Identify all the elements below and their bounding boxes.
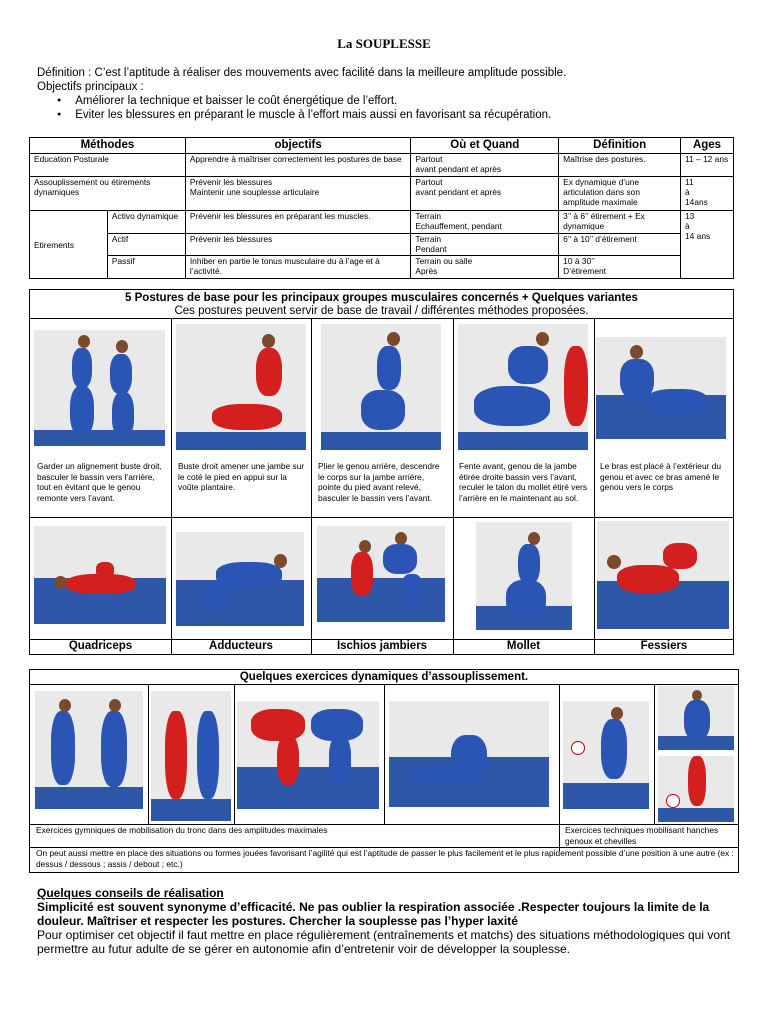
cell-definition: Maîtrise des postures. [559,154,681,177]
table-row [30,211,734,234]
conseils-text: Pour optimiser cet objectif il faut mettre en place régulièrement (entraînements et matchs) des situations méthodologiques qui vont permettre au futur adulte de se gérer en autonomie afin d’entretenir voir de développer la souplesse. [37,928,731,956]
header-ages: Ages [681,138,734,154]
photo-dynamic-juggle-top [658,686,734,750]
cell-ou: Terrain Pendant [411,234,559,256]
cell-objectifs: Inhiber en partie le tonus musculaire du à l’age et à l’activité. [185,256,411,279]
table-row [30,177,734,211]
label-mollet: Mollet [506,640,541,652]
conseils-title: Quelques conseils de réalisation [37,886,224,900]
methods-table [29,137,734,279]
cell-ages: 11 à 14ans [681,177,734,211]
posture-description: Garder un alignement buste droit, basculer le bassin vers l’arrière, tout en évitant que le genou remonte vers l’avant. [37,461,162,503]
intro [37,66,566,122]
photo-dynamic-kneeling [389,701,549,807]
photo-dynamic-arch [151,691,231,821]
table-header-row [30,138,734,154]
table-row [30,154,734,177]
cell-ages: 13 à 14 ans [681,211,734,279]
posture-description: Plier le genou arrière, descendre le corps sur la jambe arrière, pointe du pied avant relevé, basculer le bassin vers l’avant. [318,461,440,503]
label-quadriceps: Quadriceps [68,640,133,652]
label-adducteurs: Adducteurs [209,640,273,652]
objectifs-label: Objectifs principaux : [37,81,144,93]
photo-dynamic-bend-ball [237,701,379,809]
header-definition: Définition [559,138,681,154]
label-ischios-jambiers: Ischios jambiers [336,640,428,652]
posture-description: Le bras est placé à l’extérieur du genou et avec ce bras amené le genou vers le corps [600,461,722,493]
posture-description: Fente avant, genou de la jambe étirée droite bassin vers l’avant, reculer le talon du mollet étiré vers l’arrière en le maintenant au sol. [459,461,588,503]
cell-methode: Assouplissement ou étirements dynamiques [30,177,186,211]
cell-definition: Ex dynamique d’une articulation dans son amplitude maximale [559,177,681,211]
agility-note: On peut aussi mettre en place des situations ou formes jouées favorisant l’agilité qui est l’aptitude de passer le plus facilement et le plus rapidement possible d’une position à une autre (ex : dessus / dessous ; assis / debout ; etc.) [36,848,734,869]
photo-mollet-wall [476,522,572,630]
photo-dynamic-pair-ball [35,691,143,809]
header-ou-quand: Où et Quand [411,138,559,154]
cell-etirements: Etirements [30,211,108,279]
header-objectifs: objectifs [185,138,411,154]
bullet-item: ● Améliorer la technique et baisser le coût énergétique de l’effort. [37,94,566,108]
photo-quadriceps-pair [34,330,165,446]
photo-mollet-pair [458,324,588,450]
cell-etirement-type: Actif [107,234,185,256]
photo-ischios-partner [317,526,445,622]
cell-ou: Partout avant pendant et après [411,177,559,211]
postures-subtitle: Ces postures peuvent servir de base de travail / différentes méthodes proposées. [30,305,733,319]
photo-adducteurs-kneeling [176,532,304,626]
cell-etirement-type: Passif [107,256,185,279]
photo-fessiers-seated [596,337,726,439]
cell-objectifs: Prévenir les blessures [185,234,411,256]
label-fessiers: Fessiers [640,640,688,652]
dynamic-title: Quelques exercices dynamiques d’assouplissement. [30,670,738,685]
cell-ages: 11 – 12 ans [681,154,734,177]
caption-techniques: Exercices techniques mobilisant hanches genoux et chevilles [565,825,719,846]
conseils-section [37,886,737,956]
dynamic-exercises-section [29,669,739,873]
photo-quadriceps-lying [34,526,166,624]
photo-dynamic-juggle-bottom [658,756,734,822]
cell-etirement-type: Activo dynamique [107,211,185,234]
page-title: La SOUPLESSE [337,36,431,51]
cell-definition: 10 à 30’’ D’étirement [559,256,681,279]
header-methodes: Méthodes [30,138,186,154]
photo-ischios-standing [321,324,441,450]
table-row [30,234,734,256]
photo-fessiers-lying [597,521,729,629]
photo-dynamic-kick [563,701,649,809]
cell-objectifs: Apprendre à maîtriser correctement les postures de base [185,154,411,177]
postures-title: 5 Postures de base pour les principaux groupes musculaires concernés + Quelques variantes [125,292,638,304]
cell-ou: Terrain Echauffement, pendant [411,211,559,234]
posture-description: Buste droit amener une jambe sur le coté le pied en appui sur la voûte plantaire. [178,461,305,493]
caption-gymniques: Exercices gymniques de mobilisation du tronc dans des amplitudes maximales [36,825,328,835]
bullet-item: ● Eviter les blessures en préparant le muscle à l’effort mais aussi en favorisant sa récupération. [37,108,566,122]
cell-ou: Partout avant pendant et après [411,154,559,177]
photo-adducteurs-standing [176,324,306,450]
table-row [30,256,734,279]
cell-definition: 3’’ à 6’’ étirement + Ex dynamique [559,211,681,234]
cell-ou: Terrain ou salle Après [411,256,559,279]
postures-section [29,289,734,655]
cell-objectifs: Prévenir les blessures en préparant les muscles. [185,211,411,234]
cell-definition: 6’’ à 10’’ d’étirement [559,234,681,256]
cell-objectifs: Prévenir les blessures Maintenir une souplesse articulaire [185,177,411,211]
conseils-bold: Simplicité est souvent synonyme d’efficacité. Ne pas oublier la respiration associée .Respecter toujours la limite de la douleur. Maîtriser et respecter les postures. Chercher la souplesse pas l’hyper laxité [37,900,710,928]
cell-methode: Education Posturale [30,154,186,177]
definition-text: Définition : C’est l’aptitude à réaliser des mouvements avec facilité dans la meilleure amplitude possible. [37,67,567,79]
